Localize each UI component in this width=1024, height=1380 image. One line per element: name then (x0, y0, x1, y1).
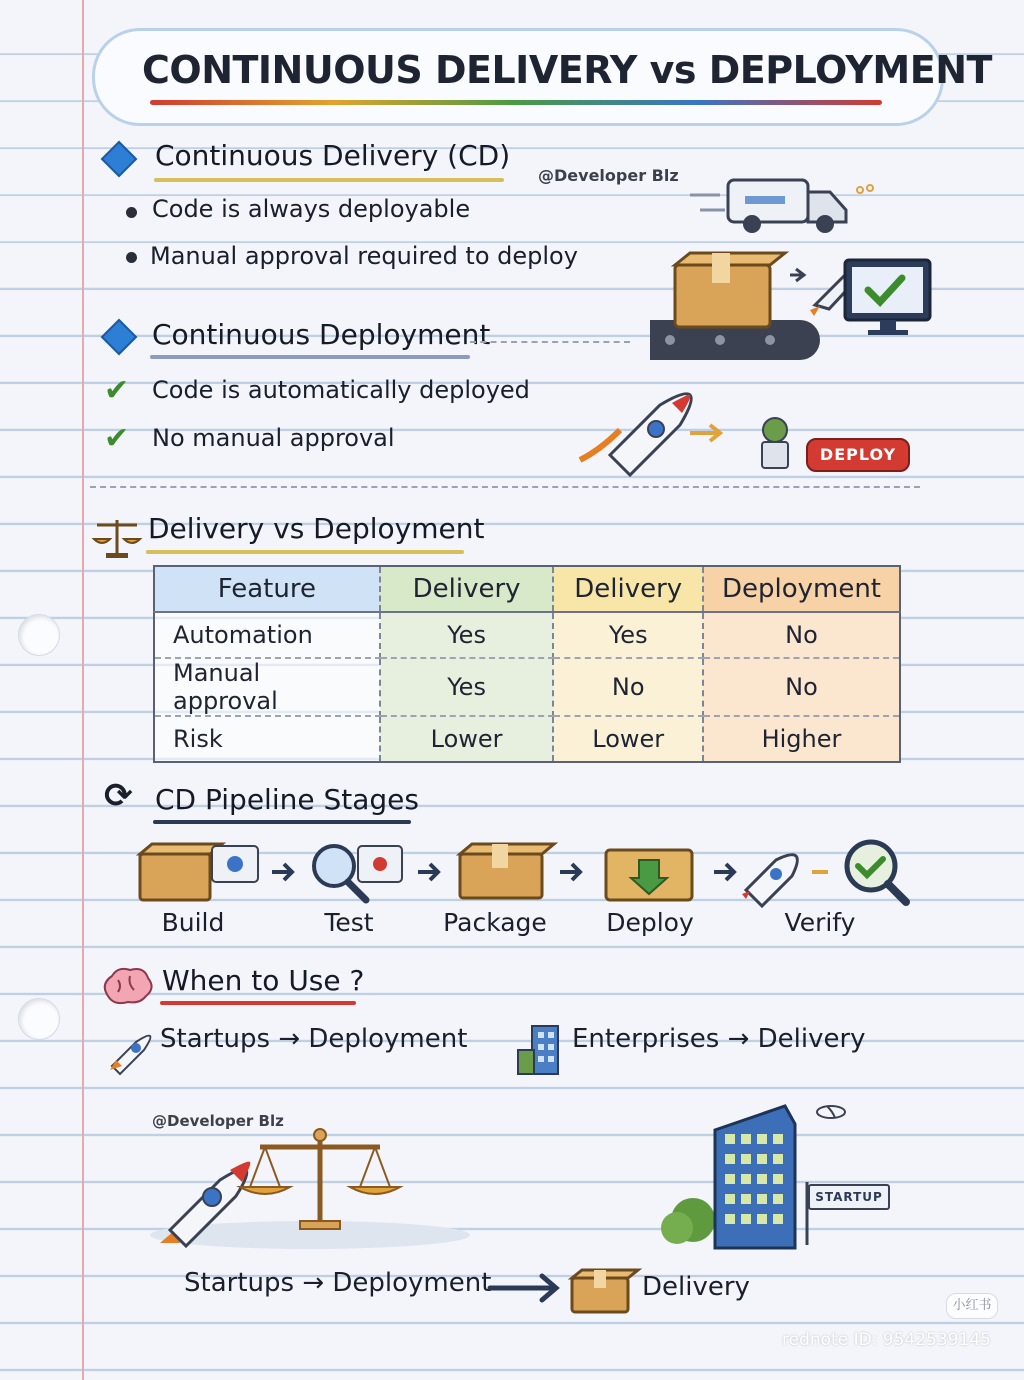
delivery-bullet: Code is always deployable (152, 195, 471, 223)
rocket-icon (106, 1026, 152, 1072)
table-row (154, 716, 900, 762)
bottom-caption (184, 1268, 491, 1298)
table-cell: No (553, 658, 702, 716)
deploy-button: DEPLOY (806, 438, 910, 472)
table-cell: Yes (380, 612, 554, 658)
notebook-margin-line (82, 0, 84, 1380)
dashed-connector (470, 341, 630, 343)
column-header: Delivery (553, 566, 702, 612)
diamond-icon (101, 319, 138, 356)
table-cell: Manual approval (154, 658, 380, 716)
when-to-use-heading: When to Use ? (162, 964, 365, 997)
build-box-icon (140, 844, 258, 900)
bullet-dot (126, 252, 137, 263)
punch-hole (18, 614, 60, 656)
comparison-heading-underline (146, 550, 464, 554)
table-cell: Yes (553, 612, 702, 658)
when-to-use-underline (160, 1001, 356, 1005)
page-title: CONTINUOUS DELIVERY vs DEPLOYMENT (142, 48, 992, 92)
enterprises-choice: Delivery (757, 1024, 866, 1054)
table-cell: No (703, 658, 900, 716)
arrow-right-icon: → (727, 1024, 750, 1054)
watermark-badge: 小红书 (946, 1293, 998, 1319)
office-building-icon (516, 1022, 572, 1076)
comparison-heading: Delivery vs Deployment (148, 512, 485, 545)
enterprises-label: Enterprises (572, 1024, 720, 1054)
magnifier-icon (314, 846, 402, 900)
title-underline (150, 100, 882, 105)
delivery-truck-icon (690, 170, 870, 240)
table-cell: Lower (553, 716, 702, 762)
delivery-heading-underline (154, 178, 504, 182)
deploy-folder-icon (606, 850, 692, 900)
stage-label-test: Test (324, 908, 374, 937)
table-header-row (154, 566, 900, 612)
deployment-check-item: Code is automatically deployed (152, 376, 530, 404)
table-cell: No (703, 612, 900, 658)
package-icon (460, 844, 554, 898)
check-icon: ✔ (104, 373, 130, 408)
check-icon: ✔ (104, 421, 130, 456)
deployment-heading-underline (150, 355, 470, 359)
table-row (154, 658, 900, 716)
credit-label: @Developer Blz (152, 1112, 284, 1130)
pipeline-heading: CD Pipeline Stages (155, 783, 419, 816)
comparison-table (153, 565, 901, 763)
pipeline-heading-underline (153, 820, 411, 824)
bottom-startups-label: Startups (184, 1268, 295, 1298)
section-divider (90, 486, 920, 488)
stage-label-verify: Verify (784, 908, 856, 937)
bottom-deployment-label: Deployment (332, 1268, 492, 1298)
table-row (154, 612, 900, 658)
startup-sign: STARTUP (808, 1184, 890, 1210)
stage-label-deploy: Deploy (606, 908, 694, 937)
watermark-id: rednote ID: 9542539145 (782, 1330, 991, 1350)
balance-scale-icon (92, 515, 142, 560)
startups-recommendation (160, 1024, 467, 1054)
table-cell: Risk (154, 716, 380, 762)
startups-label: Startups (160, 1024, 271, 1054)
column-header: Deployment (703, 566, 900, 612)
package-conveyor-icon (640, 250, 940, 360)
brain-icon (100, 966, 154, 1006)
deployment-check-item: No manual approval (152, 424, 395, 452)
bottom-delivery-label: Delivery (642, 1272, 750, 1302)
pipeline-illustration (136, 840, 926, 910)
delivery-heading: Continuous Delivery (CD) (155, 139, 511, 172)
cycle-icon: ⟳ (104, 776, 133, 816)
column-header: Delivery (380, 566, 554, 612)
verify-magnifier-icon (847, 842, 906, 902)
stage-label-package: Package (443, 908, 547, 937)
startup-building-illustration (655, 1100, 895, 1250)
table-cell: Automation (154, 612, 380, 658)
delivery-bullet: Manual approval required to deploy (150, 242, 578, 270)
credit-label: @Developer Blz (538, 166, 679, 185)
table-cell: Lower (380, 716, 554, 762)
rocket-and-scale-illustration (140, 1125, 450, 1255)
arrow-right-icon: → (302, 1268, 325, 1298)
column-header: Feature (154, 566, 380, 612)
table-cell: Higher (703, 716, 900, 762)
enterprises-recommendation (572, 1024, 866, 1054)
arrow-to-package-icon (488, 1266, 638, 1314)
startups-choice: Deployment (308, 1024, 468, 1054)
diamond-icon (101, 141, 138, 178)
deployment-heading: Continuous Deployment (152, 318, 491, 351)
table-cell: Yes (380, 658, 554, 716)
rocket-icon (742, 855, 797, 906)
stage-label-build: Build (161, 908, 225, 937)
punch-hole (18, 998, 60, 1040)
bullet-dot (126, 207, 137, 218)
arrow-right-icon: → (278, 1024, 301, 1054)
